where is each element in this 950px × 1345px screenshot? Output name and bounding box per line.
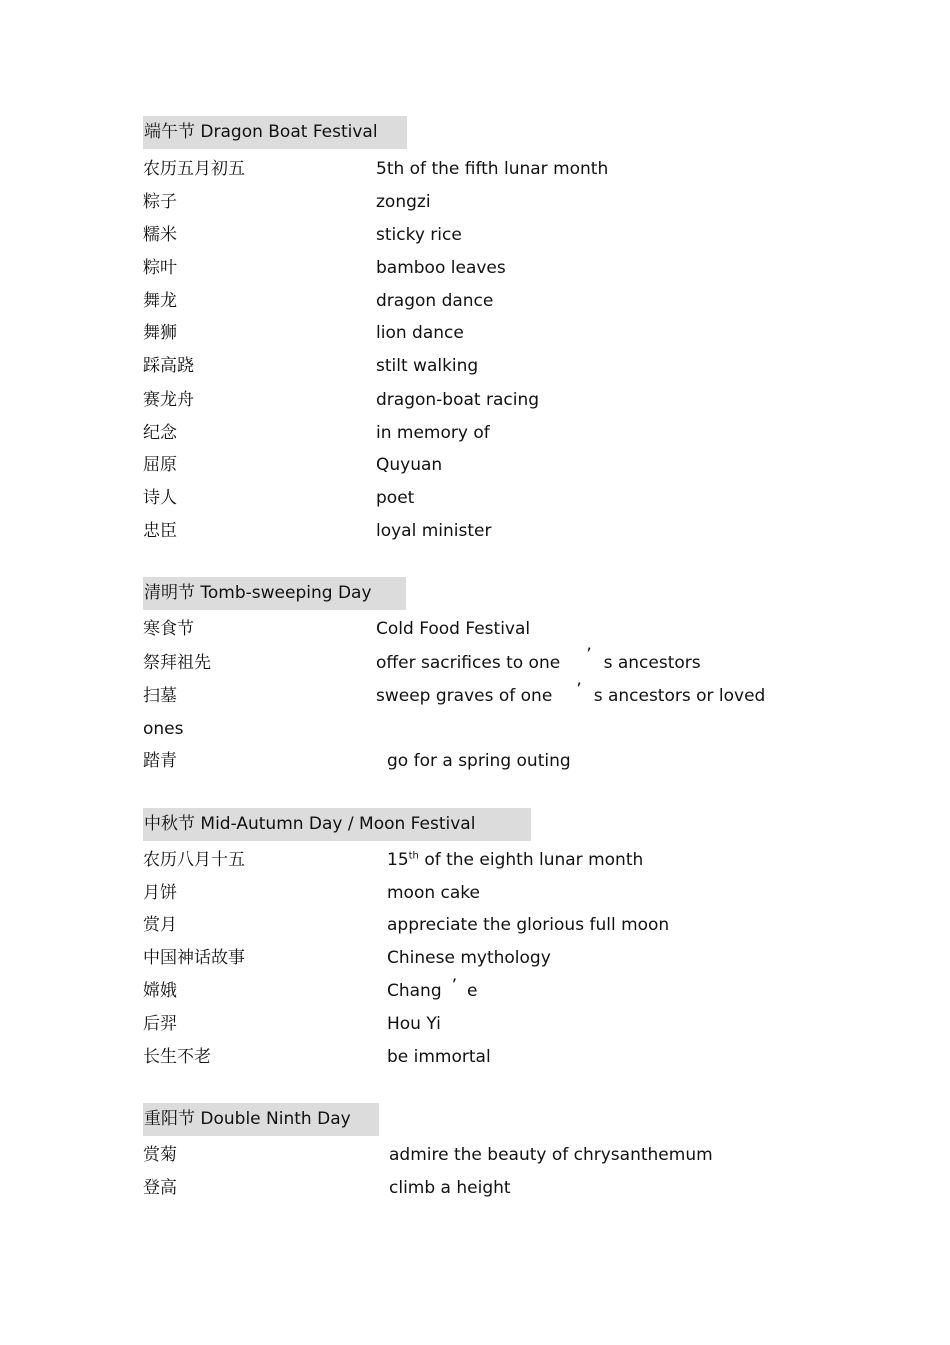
term-cn: 月饼	[143, 883, 177, 903]
term-cn: 农历五月初五	[143, 159, 245, 179]
term-cn: 粽子	[143, 192, 177, 212]
term-cn: 祭拜祖先	[143, 653, 211, 673]
term-en	[387, 849, 643, 871]
term-cn: 赏月	[143, 915, 177, 935]
term-en: Cold Food Festival	[376, 619, 531, 639]
apostrophe-mark: ’	[576, 680, 582, 700]
term-en: appreciate the glorious full moon	[387, 915, 670, 935]
section-header-dragon-boat: 端午节 Dragon Boat Festival	[143, 116, 407, 149]
term-en: Chinese mythology	[387, 948, 551, 968]
ordinal-suffix: th	[408, 850, 419, 862]
term-cn: 后羿	[143, 1014, 177, 1034]
term-en: poet	[376, 488, 415, 508]
apostrophe-mark: ’	[451, 976, 458, 996]
term-en: loyal minister	[376, 521, 492, 541]
term-en	[376, 645, 701, 674]
term-cn: 中国神话故事	[143, 948, 245, 968]
term-cn: 登高	[143, 1178, 177, 1198]
term-en: be immortal	[387, 1047, 491, 1067]
term-cn: 长生不老	[143, 1047, 211, 1067]
term-cn: 踏青	[143, 751, 177, 771]
term-en-part: of the eighth lunar month	[424, 850, 644, 870]
term-cn: 粽叶	[143, 258, 177, 278]
term-en: climb a height	[389, 1178, 511, 1198]
term-cn: 屈原	[143, 455, 177, 475]
term-cn: 纪念	[143, 423, 177, 443]
term-en-part: e	[467, 981, 478, 1001]
term-cn: 忠臣	[143, 521, 177, 541]
term-en-part: offer sacrifices to one	[376, 653, 561, 673]
term-cn: 寒食节	[143, 619, 194, 639]
term-en: go for a spring outing	[387, 751, 571, 771]
term-cn: 赏菊	[143, 1145, 177, 1165]
term-en: admire the beauty of chrysanthemum	[389, 1145, 713, 1165]
term-en-part: s ancestors	[603, 653, 701, 673]
section-header-tomb-sweeping: 清明节 Tomb-sweeping Day	[143, 577, 406, 610]
term-en: bamboo leaves	[376, 258, 506, 278]
term-cn: 舞狮	[143, 323, 177, 343]
term-en: stilt walking	[376, 356, 479, 376]
section-header-double-ninth: 重阳节 Double Ninth Day	[143, 1103, 379, 1136]
term-en: moon cake	[387, 883, 481, 903]
term-cn: 嫦娥	[143, 981, 177, 1001]
term-cn: 诗人	[143, 488, 177, 508]
term-en: Quyuan	[376, 455, 443, 475]
term-en-continuation: ones	[143, 719, 184, 739]
term-en	[376, 680, 766, 707]
term-en: zongzi	[376, 192, 431, 212]
term-en: 5th of the fifth lunar month	[376, 159, 609, 179]
term-en-number: 15	[387, 850, 409, 870]
term-en: lion dance	[376, 323, 464, 343]
section-header-mid-autumn: 中秋节 Mid-Autumn Day / Moon Festival	[143, 808, 531, 841]
term-en-part: Chang	[387, 981, 442, 1001]
term-en-part: s ancestors or loved	[593, 686, 766, 706]
term-cn: 糯米	[143, 225, 177, 245]
term-en: Hou Yi	[387, 1014, 441, 1034]
term-cn: 扫墓	[143, 686, 177, 706]
term-en: dragon dance	[376, 291, 494, 311]
term-cn: 农历八月十五	[143, 850, 245, 870]
term-en: sticky rice	[376, 225, 462, 245]
term-en: dragon-boat racing	[376, 390, 540, 410]
term-cn: 赛龙舟	[143, 390, 194, 410]
term-en	[387, 976, 478, 1002]
term-cn: 舞龙	[143, 291, 177, 311]
term-en-part: sweep graves of one	[376, 686, 553, 706]
term-en: in memory of	[376, 423, 490, 443]
apostrophe-mark: ’	[586, 645, 592, 665]
term-cn: 踩高跷	[143, 356, 194, 376]
